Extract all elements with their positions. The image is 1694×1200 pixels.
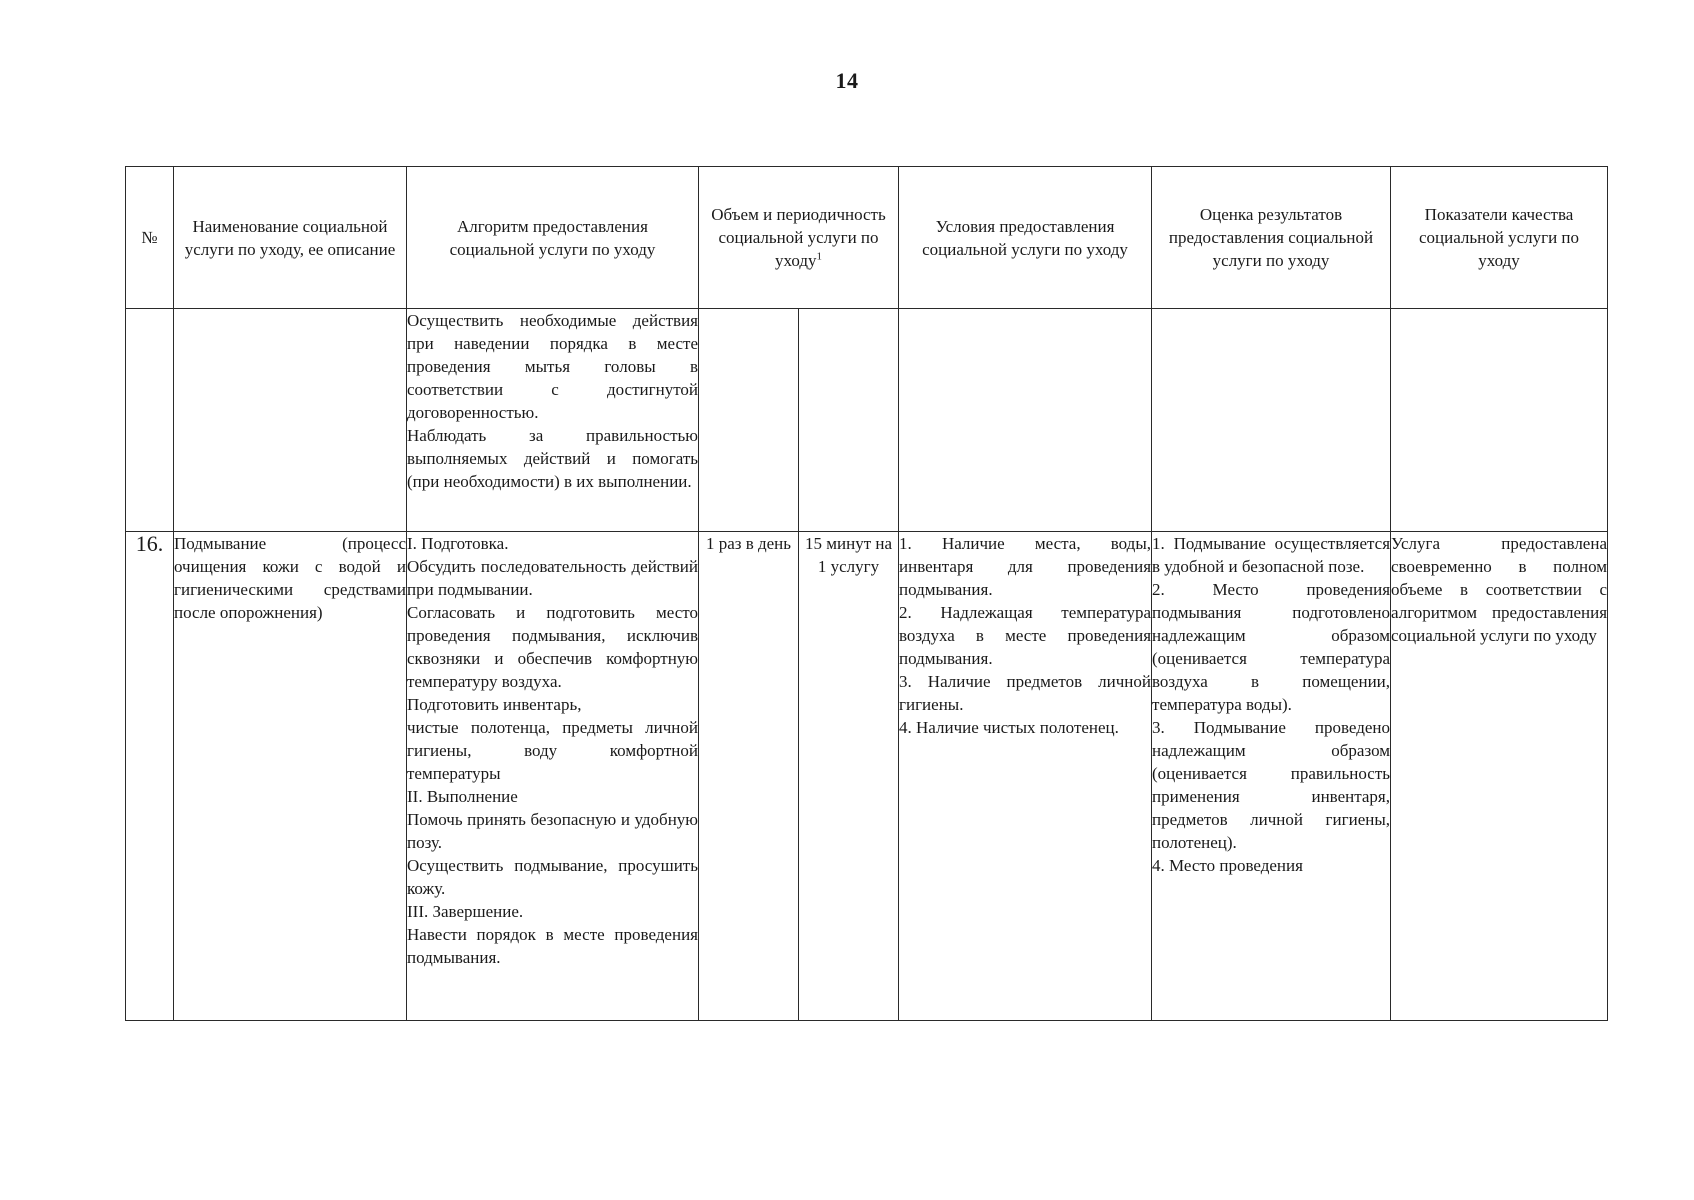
algorithm-paragraph: Осуществить необходимые действия при наведении порядка в месте проведения мытья головы в соответствии с достигнутой договоренностью. (407, 311, 698, 422)
evaluation-item: 1. Подмывание осуществляется в удобной и безопасной позе. (1152, 534, 1391, 576)
cell-quality (1391, 309, 1608, 532)
cell-num (126, 309, 174, 532)
algorithm-line: Навести порядок в месте проведения подмывания. (407, 925, 698, 967)
cell-volume-duration (799, 309, 899, 532)
cell-name (174, 309, 407, 532)
social-services-table (125, 166, 1608, 1021)
condition-item: 2. Надлежащая температура воздуха в месте проведения подмывания. (899, 603, 1152, 668)
algorithm-line: чистые полотенца, предметы личной гигиены, воду комфортной температуры (407, 718, 698, 783)
algorithm-line: Подготовить инвентарь, (407, 695, 582, 714)
evaluation-item: 2. Место проведения подмывания подготовлено надлежащим образом (оценивается температура воздуха в помещении, температура воды). (1152, 580, 1391, 714)
cell-evaluation (1152, 309, 1391, 532)
algorithm-line: Помочь принять безопасную и удобную позу. (407, 810, 698, 852)
condition-item: 1. Наличие места, воды, инвентаря для проведения подмывания. (899, 534, 1152, 599)
algorithm-line: Обсудить последовательность действий при подмывании. (407, 557, 698, 599)
cell-algorithm (407, 532, 699, 1021)
page-number: 14 (835, 68, 859, 93)
header-name: Наименование социальной услуги по уходу, ее описание (174, 167, 407, 309)
cell-conditions (899, 309, 1152, 532)
evaluation-item: 3. Подмывание проведено надлежащим образом (оценивается правильность применения инвентаря, предметов личной гигиены, полотенец). (1152, 718, 1391, 852)
evaluation-item: 4. Место проведения (1152, 856, 1303, 875)
cell-volume-frequency (699, 309, 799, 532)
header-volume-footnote: 1 (816, 250, 823, 263)
header-num: № (126, 167, 174, 309)
algorithm-line: III. Завершение. (407, 902, 524, 921)
cell-conditions (899, 532, 1152, 1021)
cell-quality (1391, 532, 1608, 1021)
algorithm-line: Согласовать и подготовить место проведения подмывания, исключив сквозняки и обеспечив комфортную температуру воздуха. (407, 603, 698, 691)
header-algorithm: Алгоритм предоставления социальной услуги по уходу (407, 167, 699, 309)
table-row-continued (126, 309, 1608, 532)
quality-indicator: Услуга предоставлена своевременно в полном объеме в соответствии с алгоритмом предоставления социальной услуги по уходу (1391, 534, 1608, 645)
header-evaluation: Оценка результатов предоставления социальной услуги по уходу (1152, 167, 1391, 309)
header-quality: Показатели качества социальной услуги по уходу (1391, 167, 1608, 309)
table-header-row (126, 167, 1608, 309)
service-name: Подмывание (процесс очищения кожи с водой и гигиеническими средствами после опорожнения) (174, 534, 406, 622)
cell-algorithm (407, 309, 699, 532)
header-volume-text: Объем и периодичность социальной услуги по уходу (711, 205, 886, 270)
cell-evaluation (1152, 532, 1391, 1021)
header-conditions: Условия предоставления социальной услуги по уходу (899, 167, 1152, 309)
algorithm-line: I. Подготовка. (407, 534, 509, 553)
cell-name (174, 532, 407, 1021)
table-row-16 (126, 532, 1608, 1021)
condition-item: 4. Наличие чистых полотенец. (899, 718, 1119, 737)
cell-num: 16. (126, 532, 174, 1021)
algorithm-line: II. Выполнение (407, 787, 518, 806)
header-volume (699, 167, 899, 309)
cell-volume-duration: 15 минут на 1 услугу (799, 532, 899, 1021)
algorithm-paragraph: Наблюдать за правильностью выполняемых действий и помогать (при необходимости) в их выполнении. (407, 426, 698, 491)
condition-item: 3. Наличие предметов личной гигиены. (899, 672, 1152, 714)
cell-volume-frequency: 1 раз в день (699, 532, 799, 1021)
algorithm-line: Осуществить подмывание, просушить кожу. (407, 856, 698, 898)
